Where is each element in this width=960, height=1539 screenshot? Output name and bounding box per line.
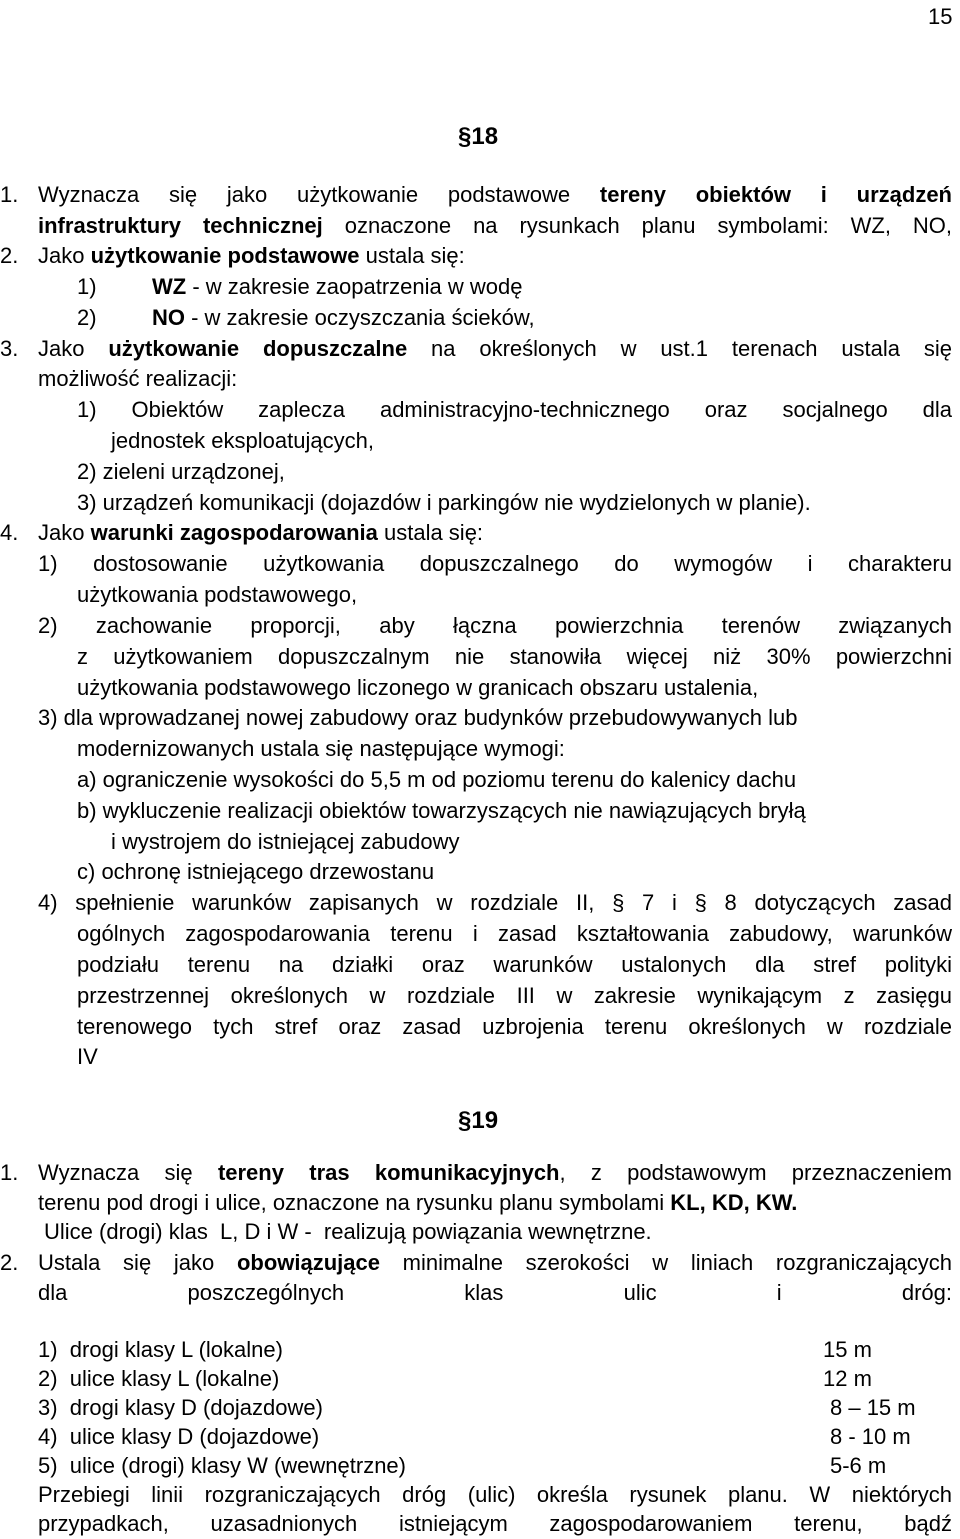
s19-p1-line3: Ulice (drogi) klas L, D i W - realizują powiązania wewnętrzne. [44, 1219, 652, 1244]
s19-p1-line1: Wyznacza się tereny tras komunikacyjnych, z podstawowym przeznaczeniem [38, 1160, 952, 1185]
s18-p4-l7: a) ograniczenie wysokości do 5,5 m od poziomu terenu do kalenicy dachu [77, 767, 797, 792]
s19-p2-num: 2. [0, 1250, 19, 1275]
s18-p4-l10: c) ochronę istniejącego drzewostanu [77, 859, 435, 884]
section-19-heading: §19 [458, 1107, 499, 1134]
s18-p4-l3: z użytkowaniem dopuszczalnym nie stanowiła więcej niż 30% powierzchni [77, 644, 952, 669]
s18-p3-line2: możliwość realizacji: [38, 366, 238, 391]
s18-p4-l6: modernizowanych ustala się następujące wymogi: [77, 736, 565, 761]
s18-p3-item3: 3) urządzeń komunikacji (dojazdów i parkingów nie wydzielonych w planie). [77, 490, 811, 515]
s19-p2-line1: Ustala się jako obowiązujące minimalne szerokości w liniach rozgraniczających [38, 1250, 952, 1275]
s18-p4-l8: b) wykluczenie realizacji obiektów towarzyszących nie nawiązujących bryłą [77, 798, 806, 823]
widths-label-1: 1) drogi klasy L (lokalne) [38, 1337, 283, 1362]
s18-p1-line2: infrastruktury technicznej oznaczone na rysunkach planu symbolami: WZ, NO, [38, 213, 952, 238]
s18-p4-l0: 1) dostosowanie użytkowania dopuszczalnego do wymogów i charakteru [38, 551, 952, 576]
widths-value-5: 5-6 m [830, 1453, 887, 1478]
s18-p4-l13: podziału terenu na działki oraz warunków ustalonych dla stref polityki [77, 952, 952, 977]
s18-p4-l1: użytkowania podstawowego, [77, 582, 358, 607]
widths-value-4: 8 - 10 m [830, 1424, 911, 1449]
s18-p3-item1-line2: jednostek eksploatujących, [111, 428, 374, 453]
widths-label-5: 5) ulice (drogi) klasy W (wewnętrzne) [38, 1453, 406, 1478]
s18-p2-line: Jako użytkowanie podstawowe ustala się: [38, 243, 465, 268]
s18-p4-l12: ogólnych zagospodarowania terenu i zasad kształtowania zabudowy, warunków [77, 921, 952, 946]
final-line2: przypadkach, uzasadnionych istniejącym zagospodarowaniem terenu, bądź [38, 1511, 952, 1536]
s18-p1-num: 1. [0, 182, 19, 207]
s18-p4-l2: 2) zachowanie proporcji, aby łączna powierzchnia terenów związanych [38, 613, 952, 638]
s18-p2-item1-num: 1) [77, 274, 97, 299]
s18-p4-l16: IV [77, 1044, 98, 1069]
s18-p4-l4: użytkowania podstawowego liczonego w granicach obszaru ustalenia, [77, 675, 759, 700]
s18-p3-item2: 2) zieleni urządzonej, [77, 459, 285, 484]
s18-p4-line: Jako warunki zagospodarowania ustala się: [38, 520, 484, 545]
s18-p2-item2-num: 2) [77, 305, 97, 330]
widths-label-3: 3) drogi klasy D (dojazdowe) [38, 1395, 323, 1420]
widths-value-2: 12 m [823, 1366, 872, 1391]
s18-p2-num: 2. [0, 243, 19, 268]
s18-p3-item1-line1: 1) Obiektów zaplecza administracyjno-technicznego oraz socjalnego dla [77, 397, 952, 422]
s18-p4-l15: terenowego tych stref oraz zasad uzbrojenia terenu określonych w rozdziale [77, 1014, 952, 1039]
s18-p1-line1: Wyznacza się jako użytkowanie podstawowe tereny obiektów i urządzeń [38, 182, 952, 207]
s19-p1-num: 1. [0, 1160, 19, 1185]
s18-p3-line1: Jako użytkowanie dopuszczalne na określonych w ust.1 terenach ustala się [38, 336, 952, 361]
widths-value-3: 8 – 15 m [830, 1395, 916, 1420]
s18-p4-l11: 4) spełnienie warunków zapisanych w rozdziale II, § 7 i § 8 dotyczących zasad [38, 890, 952, 915]
s18-p4-num: 4. [0, 520, 19, 545]
section-18-heading: §18 [458, 123, 499, 150]
s19-p2-line2: dla poszczególnych klas ulic i dróg: [38, 1280, 952, 1305]
s18-p4-l5: 3) dla wprowadzanej nowej zabudowy oraz budynków przebudowywanych lub [38, 705, 798, 730]
s19-p1-line2: terenu pod drogi i ulice, oznaczone na rysunku planu symbolami KL, KD, KW. [38, 1190, 798, 1215]
s18-p3-num: 3. [0, 336, 19, 361]
widths-value-1: 15 m [823, 1337, 872, 1362]
s18-p4-l9: i wystrojem do istniejącej zabudowy [111, 829, 460, 854]
s18-p2-item2: NO - w zakresie oczyszczania ścieków, [152, 305, 535, 330]
widths-label-2: 2) ulice klasy L (lokalne) [38, 1366, 280, 1391]
final-line1: Przebiegi linii rozgraniczających dróg (ulic) określa rysunek planu. W niektórych [38, 1482, 952, 1507]
s18-p2-item1: WZ - w zakresie zaopatrzenia w wodę [152, 274, 523, 299]
widths-label-4: 4) ulice klasy D (dojazdowe) [38, 1424, 320, 1449]
page-number: 15 [928, 4, 953, 29]
s18-p4-l14: przestrzennej określonych w rozdziale III w zakresie wynikającym z zasięgu [77, 983, 952, 1008]
